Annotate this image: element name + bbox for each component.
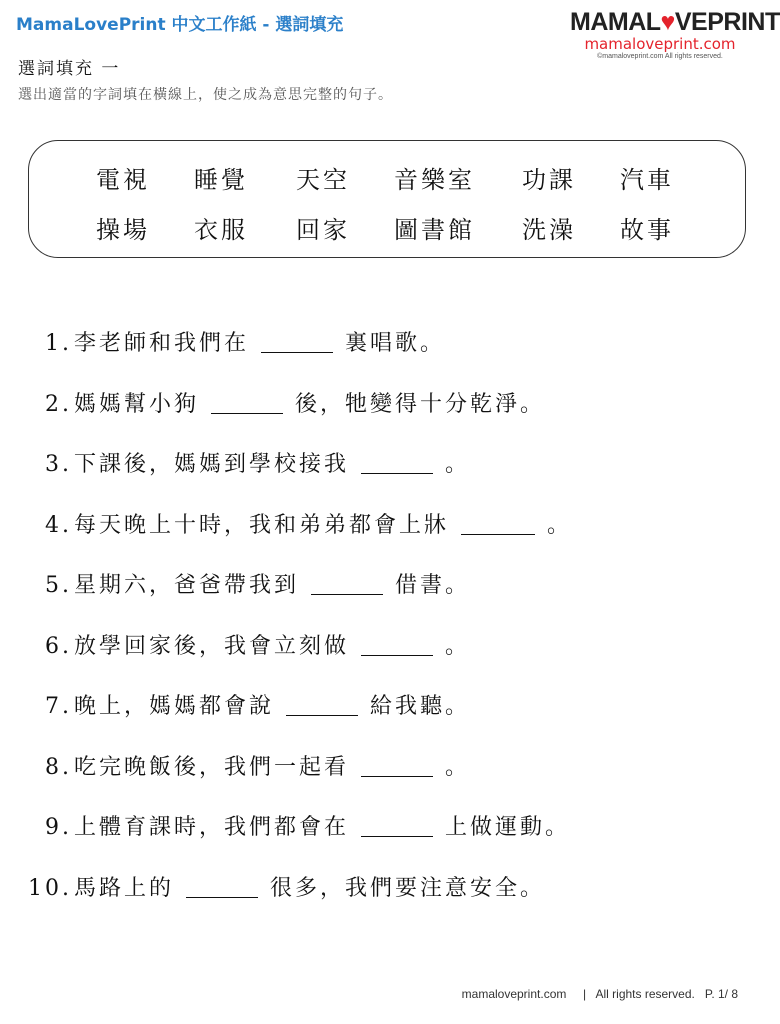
word-bank-item: 衣服 — [194, 216, 248, 244]
question-number: 2. — [45, 391, 72, 417]
answer-blank[interactable] — [311, 572, 383, 595]
worksheet-instruction: 選出適當的字詞填在橫線上，使之成為意思完整的句子。 — [18, 87, 393, 103]
question-text-after: 借書。 — [395, 573, 471, 598]
page-footer: mamaloveprint.com | All rights reserved. P. 1/ 8 — [461, 987, 738, 1001]
question-text-before: 媽媽幫小狗 — [74, 391, 200, 417]
question-item — [0, 810, 570, 841]
question-text-after: 後，牠變得十分乾淨。 — [295, 391, 546, 417]
question-text-before: 每天晚上十時，我和弟弟都會上牀 — [74, 512, 450, 538]
answer-blank[interactable] — [361, 814, 433, 837]
question-text-before: 晚上，媽媽都會說 — [74, 694, 275, 719]
answer-blank[interactable] — [461, 512, 535, 535]
logo-text-right: VEPRINT — [674, 8, 780, 36]
question-number: 9. — [45, 815, 72, 840]
word-bank-item: 功課 — [522, 166, 576, 194]
question-number: 4. — [45, 512, 72, 538]
question-text-before: 下課後，媽媽到學校接我 — [74, 452, 350, 477]
question-number: 3. — [45, 452, 72, 477]
question-text-after: 給我聽。 — [370, 694, 471, 719]
question-text-before: 李老師和我們在 — [74, 331, 250, 356]
worksheet-title: 選詞填充 一 — [18, 59, 121, 79]
answer-blank[interactable] — [361, 754, 433, 777]
heart-icon: ♥ — [660, 8, 675, 36]
question-text-before: 上體育課時，我們都會在 — [74, 815, 350, 840]
word-bank-item: 電視 — [96, 166, 150, 194]
answer-blank[interactable] — [211, 391, 283, 414]
question-number: 7. — [45, 694, 72, 719]
word-bank-item: 洗澡 — [522, 216, 576, 244]
question-item — [0, 750, 470, 781]
question-item — [0, 689, 470, 720]
question-item — [0, 447, 470, 478]
question-number: 8. — [45, 754, 72, 780]
question-text-before: 吃完晚飯後，我們一起看 — [74, 754, 350, 780]
question-item — [0, 629, 470, 660]
mamaloveprint-logo — [570, 8, 780, 62]
question-text-before: 馬路上的 — [74, 875, 175, 901]
question-text-after: 裏唱歌。 — [345, 331, 446, 356]
question-item — [0, 326, 445, 357]
word-bank-item: 回家 — [296, 216, 350, 244]
logo-wordmark — [570, 8, 780, 36]
question-item — [0, 508, 572, 539]
answer-blank[interactable] — [186, 875, 258, 898]
question-text-after: 很多，我們要注意安全。 — [270, 875, 546, 901]
answer-blank[interactable] — [261, 330, 333, 353]
answer-blank[interactable] — [361, 451, 433, 474]
question-text-after: 。 — [445, 633, 471, 659]
word-bank-item: 天空 — [296, 166, 350, 194]
question-number: 1. — [45, 331, 72, 356]
logo-url: mamaloveprint.com — [584, 35, 736, 53]
answer-blank[interactable] — [286, 693, 358, 716]
word-bank-item: 故事 — [620, 216, 674, 244]
word-bank-item: 汽車 — [620, 166, 674, 194]
word-bank-item: 音樂室 — [394, 166, 475, 194]
word-bank-item: 圖書館 — [394, 216, 475, 244]
site-header-title: MamaLovePrint 中文工作紙 - 選詞填充 — [16, 15, 344, 35]
question-item — [0, 871, 545, 902]
question-text-after: 。 — [547, 512, 573, 538]
question-item — [0, 568, 470, 599]
question-number: 5. — [45, 573, 72, 598]
question-text-after: 上做運動。 — [445, 815, 571, 840]
answer-blank[interactable] — [361, 633, 433, 656]
question-item — [0, 387, 545, 418]
question-text-after: 。 — [445, 452, 471, 477]
question-text-before: 放學回家後，我會立刻做 — [74, 633, 350, 659]
question-text-after: 。 — [445, 754, 471, 780]
question-text-before: 星期六，爸爸帶我到 — [74, 573, 300, 598]
word-bank-item: 操場 — [96, 216, 150, 244]
logo-text-left: MAMAL — [570, 8, 661, 36]
word-bank-item: 睡覺 — [194, 166, 248, 194]
logo-rights: ©mamaloveprint.com All rights reserved. — [597, 53, 723, 60]
question-number: 6. — [45, 633, 72, 659]
question-number: 10. — [28, 875, 72, 901]
